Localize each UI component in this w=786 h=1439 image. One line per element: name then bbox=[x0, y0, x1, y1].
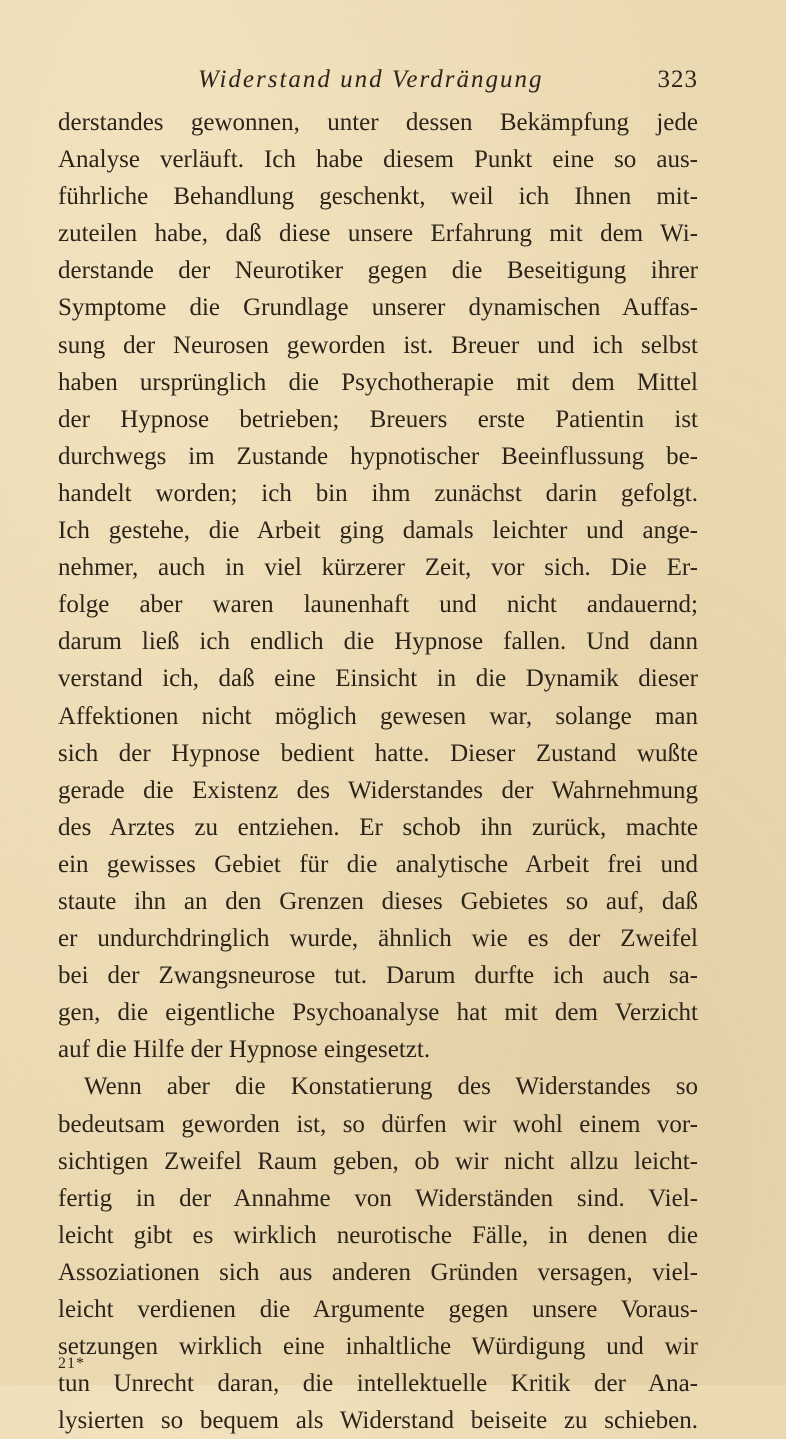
text-line: leicht gibt es wirklich neurotische Fälle, in denen die bbox=[58, 1221, 698, 1249]
text-line: ein gewisses Gebiet für die analytische Arbeit frei und bbox=[58, 850, 698, 878]
text-line: des Arztes zu entziehen. Er schob ihn zurück, machte bbox=[58, 813, 698, 841]
page-number: 323 bbox=[657, 66, 698, 93]
text-line: handelt worden; ich bin ihm zunächst darin gefolgt. bbox=[58, 479, 698, 507]
text-line: durchwegs im Zustande hypnotischer Beeinflussung be- bbox=[58, 442, 698, 470]
text-line: sich der Hypnose bedient hatte. Dieser Zustand wußte bbox=[58, 739, 698, 767]
text-line: Ich gestehe, die Arbeit ging damals leichter und ange- bbox=[58, 517, 698, 545]
text-line: nehmer, auch in viel kürzerer Zeit, vor sich. Die Er- bbox=[58, 554, 698, 582]
text-line: führliche Behandlung geschenkt, weil ich Ihnen mit- bbox=[58, 183, 698, 211]
text-line: Assoziationen sich aus anderen Gründen versagen, viel- bbox=[58, 1258, 698, 1286]
text-line: folge aber waren launenhaft und nicht andauernd; bbox=[58, 591, 698, 619]
text-line: Symptome die Grundlage unserer dynamischen Auffas- bbox=[58, 294, 698, 322]
text-line: derstande der Neurotiker gegen die Beseitigung ihrer bbox=[58, 257, 698, 285]
text-line: bedeutsam geworden ist, so dürfen wir wohl einem vor- bbox=[58, 1110, 698, 1138]
text-line: sichtigen Zweifel Raum geben, ob wir nicht allzu leicht- bbox=[58, 1147, 698, 1175]
text-line: Affektionen nicht möglich gewesen war, solange man bbox=[58, 702, 698, 730]
text-line: derstandes gewonnen, unter dessen Bekämpfung jede bbox=[58, 109, 698, 136]
text-line: gen, die eigentliche Psychoanalyse hat mit dem Verzicht bbox=[58, 999, 698, 1027]
text-line: leicht verdienen die Argumente gegen unsere Voraus- bbox=[58, 1296, 698, 1323]
text-line: gerade die Existenz des Widerstandes der Wahrnehmung bbox=[58, 776, 698, 804]
text-line: staute ihn an den Grenzen dieses Gebietes so auf, daß bbox=[58, 887, 698, 915]
running-title: Widerstand und Verdrängung bbox=[198, 66, 544, 93]
text-line: sung der Neurosen geworden ist. Breuer und ich selbst bbox=[58, 331, 698, 359]
text-line: bei der Zwangsneurose tut. Darum durfte ich auch sa- bbox=[58, 962, 698, 990]
text-line: fertig in der Annahme von Widerständen sind. Viel- bbox=[58, 1184, 698, 1212]
text-line: er undurchdringlich wurde, ähnlich wie es der Zweifel bbox=[58, 925, 698, 953]
text-line: Analyse verläuft. Ich habe diesem Punkt eine so aus- bbox=[58, 146, 698, 174]
text-line: verstand ich, daß eine Einsicht in die Dynamik dieser bbox=[58, 665, 698, 693]
text-line: der Hypnose betrieben; Breuers erste Patientin ist bbox=[58, 405, 698, 433]
text-line: auf die Hilfe der Hypnose eingesetzt. bbox=[58, 1036, 431, 1064]
text-line: setzungen wirklich eine inhaltliche Würdigung und wir bbox=[58, 1333, 698, 1361]
text-line: haben ursprünglich die Psychotherapie mit dem Mittel bbox=[58, 368, 698, 396]
text-line: lysierten so bequem als Widerstand beiseite zu schieben. bbox=[58, 1407, 698, 1435]
body-text bbox=[58, 104, 698, 1439]
text-line: tun Unrecht daran, die intellektuelle Kritik der Ana- bbox=[58, 1370, 698, 1398]
printer-signature: 21* bbox=[58, 1355, 85, 1372]
text-line: Wenn aber die Konstatierung des Widerstandes so bbox=[84, 1073, 698, 1101]
text-line: zuteilen habe, daß diese unsere Erfahrung mit dem Wi- bbox=[58, 220, 698, 248]
running-header bbox=[58, 60, 698, 104]
text-line: darum ließ ich endlich die Hypnose fallen. Und dann bbox=[58, 628, 698, 656]
